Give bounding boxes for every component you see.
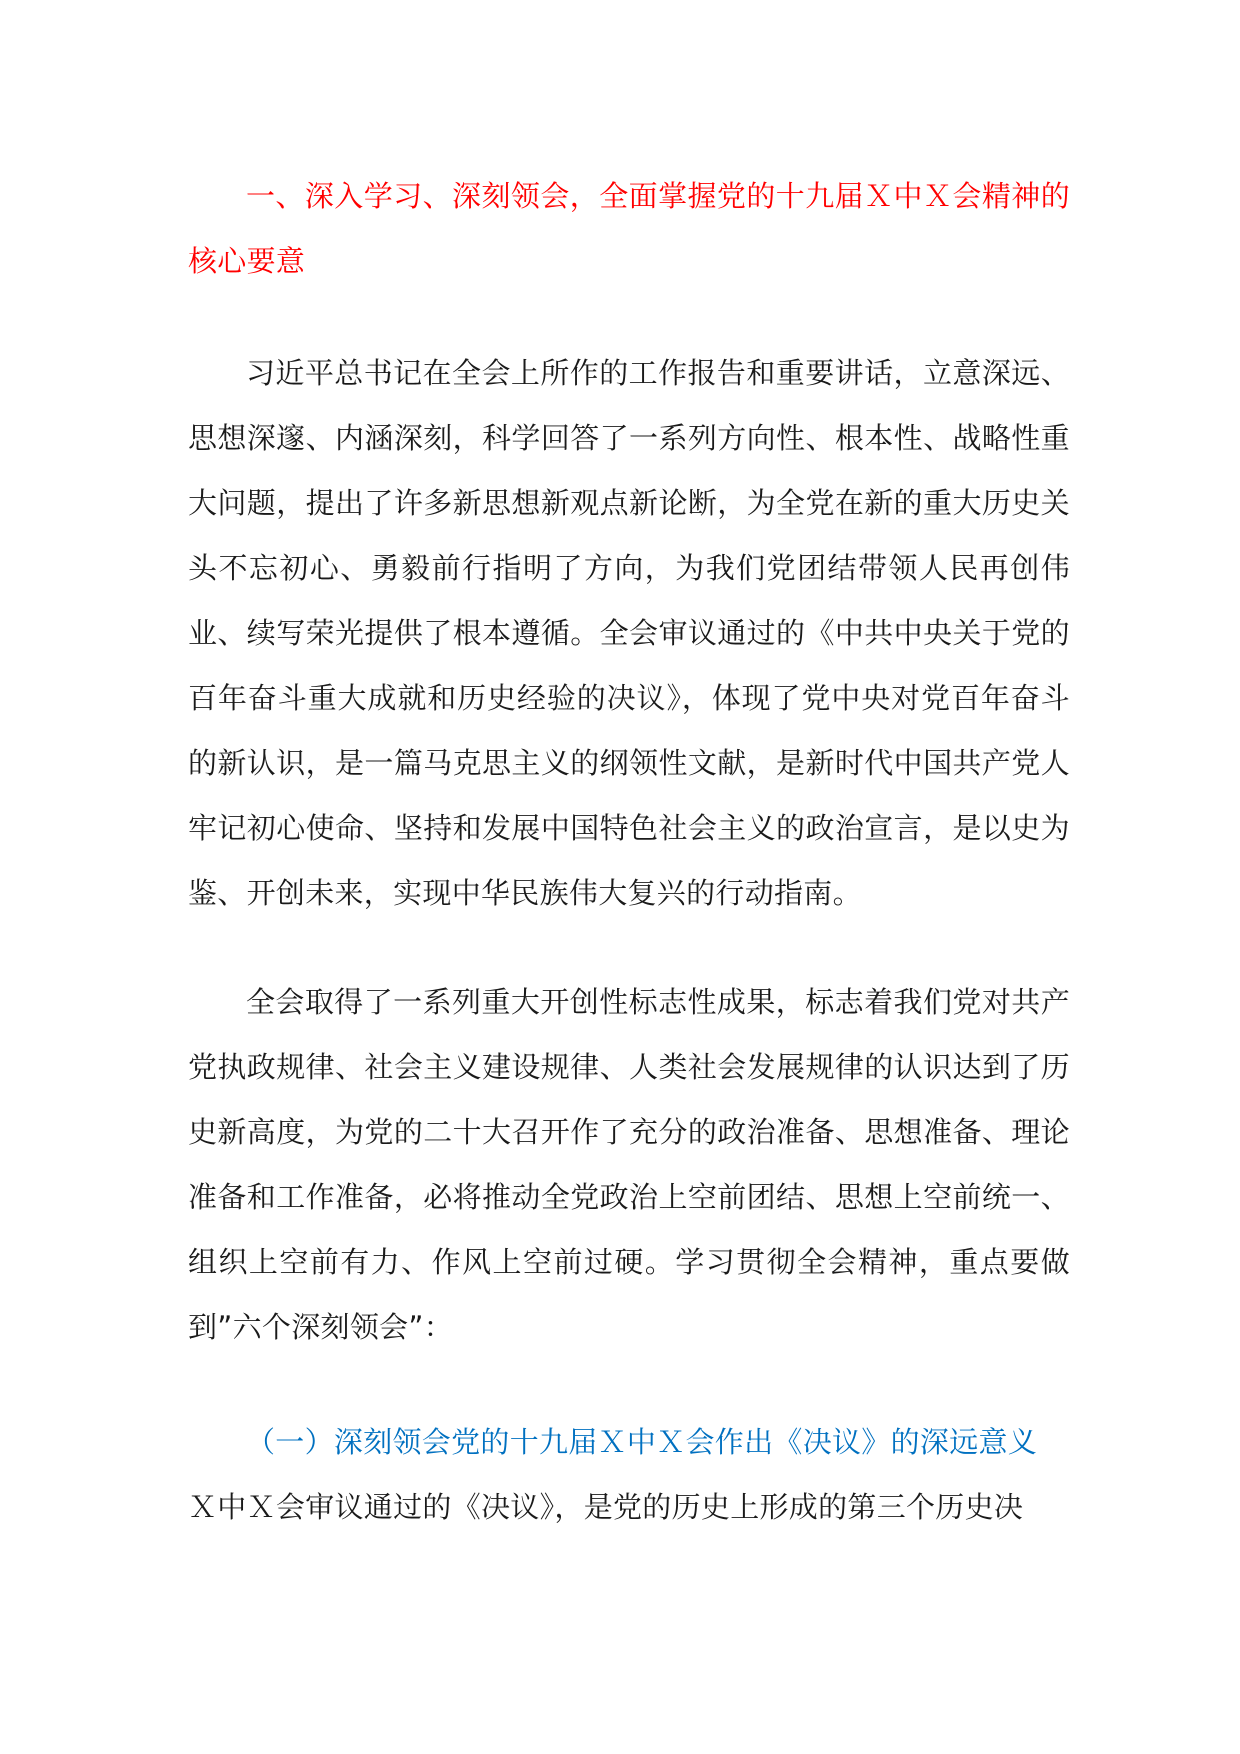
body-paragraph-3: Ｘ中Ｘ会审议通过的《决议》，是党的历史上形成的第三个历史决 xyxy=(188,1490,1024,1524)
section-heading-1: 一、深入学习、深刻领会，全面掌握党的十九届Ｘ中Ｘ会精神的核心要意 xyxy=(188,179,1070,278)
body-paragraph-1: 习近平总书记在全会上所作的工作报告和重要讲话，立意深远、思想深邃、内涵深刻，科学回答了一系列方向性、根本性、战略性重大问题，提出了许多新思想新观点新论断，为全党在新的重大历史关头不忘初心、勇毅前行指明了方向，为我们党团结带领人民再创伟业、续写荣光提供了根本遵循。全会审议通过的《中共中央关于党的百年奋斗重大成就和历史经验的决议》，体现了党中央对党百年奋斗的新认识，是一篇马克思主义的纲领性文献，是新时代中国共产党人牢记初心使命、坚持和发展中国特色社会主义的政治宣言，是以史为鉴、开创未来，实现中华民族伟大复兴的行动指南。 xyxy=(188,356,1070,910)
subsection-heading-1: （一）深刻领会党的十九届Ｘ中Ｘ会作出《决议》的深远意义 xyxy=(246,1425,1038,1459)
body-paragraph-2: 全会取得了一系列重大开创性标志性成果，标志着我们党对共产党执政规律、社会主义建设规律、人类社会发展规律的认识达到了历史新高度，为党的二十大召开作了充分的政治准备、思想准备、理论准备和工作准备，必将推动全党政治上空前团结、思想上空前统一、组织上空前有力、作风上空前过硬。学习贯彻全会精神，重点要做到”六个深刻领会”： xyxy=(188,985,1070,1344)
